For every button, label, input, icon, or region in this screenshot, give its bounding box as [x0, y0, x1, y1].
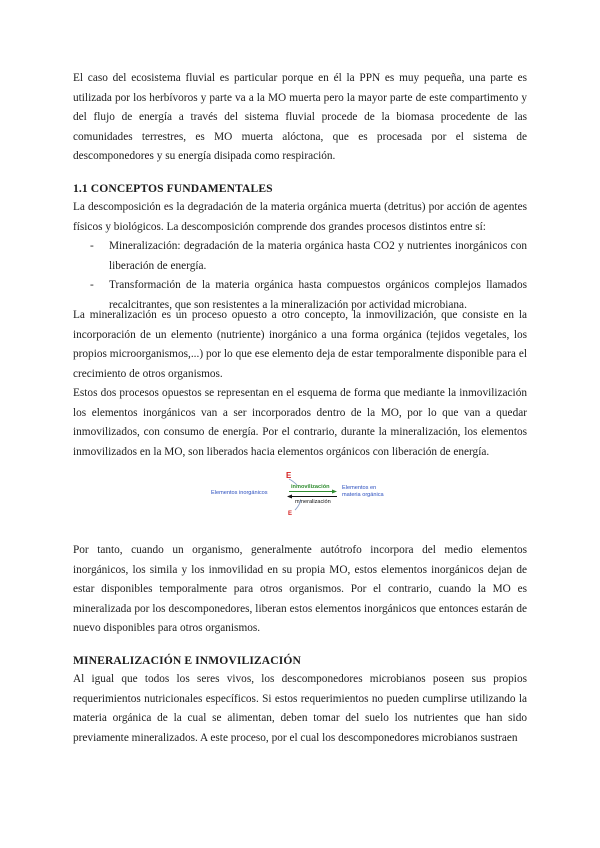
paragraph-mineralizacion: La mineralización es un proceso opuesto a otro concepto, la inmovilización, que consiste en la incorporación de un elemento (nutriente) inorgánico a una forma orgánica (tejidos vegetales, los propios microorganismos,...) por lo que ese elemento deja de estar temporalmente disponible para el crecimiento de otros organismos. [73, 309, 527, 380]
paragraph-ecosistema-fluvial: El caso del ecosistema fluvial es particular porque en él la PPN es muy pequeña, una parte es utilizada por los herbívoros y parte va a la MO muerta pero la mayor parte de este compartimento y del flujo de energía a través del sistema fluvial procede de la biomasa procedente de las comunidades terrestres, es MO muerta alóctona, que es procesada por el sistema de descomponedores y su energía disipada como respiración. [73, 72, 527, 162]
diagram-left-label: Elementos inorgánicos [211, 490, 268, 496]
paragraph-descomponedores: Al igual que todos los seres vivos, los descomponedores microbianos poseen sus propios requerimientos nutricionales específicos. Si estos requerimientos no pueden cumplirse utilizando la materia orgánica de la cual se alimentan, deben tomar del suelo los nutrientes que han sido previamente mineralizados. A este proceso, por el cual los descomponedores microbianos sustraen [73, 673, 527, 744]
section-heading-conceptos: 1.1 CONCEPTOS FUNDAMENTALES [73, 182, 273, 195]
list-item [73, 237, 527, 276]
diagram-top-label: inmovilización [291, 484, 330, 490]
section-heading-mineralizacion: MINERALIZACIÓN E INMOVILIZACIÓN [73, 654, 301, 667]
list-item-text: Transformación de la materia orgánica hasta compuestos orgánicos complejos llamados recalcitrantes, que son resistentes a la mineralización por actividad microbiana. [109, 279, 527, 311]
paragraph-descomposicion: La descomposición es la degradación de la materia orgánica muerta (detritus) por acción de agentes físicos y biológicos. La descomposición comprende dos grandes procesos distintos entre sí: [73, 201, 527, 233]
energy-top-label: E [286, 471, 292, 480]
list-dash: - [90, 240, 94, 252]
immobilization-mineralization-diagram [205, 462, 405, 522]
diagram-right-label-2: materia orgánica [342, 492, 384, 498]
diagram-right-label-1: Elementos en [342, 485, 377, 491]
list-item-text: Mineralización: degradación de la materia orgánica hasta CO2 y nutrientes inorgánicos con liberación de energía. [109, 240, 527, 272]
paragraph-por-tanto: Por tanto, cuando un organismo, generalmente autótrofo incorpora del medio elementos inorgánicos, los simila y los inmovilidad en su propia MO, estos elementos inorgánicos dejan de estar disponibles temporalmente para otros organismos. Por el contrario, cuando la MO es mineralizada por los descomponedores, liberan estos elementos inorgánicos que entonces estarán de nuevo disponibles para otros organismos. [73, 544, 527, 634]
list-dash: - [90, 279, 94, 291]
process-list [73, 237, 527, 315]
energy-bottom-label: E [288, 511, 293, 517]
diagram-bottom-label: mineralización [295, 499, 331, 505]
paragraph-procesos-opuestos: Estos dos procesos opuestos se representan en el esquema de forma que mediante la inmovilización los elementos inorgánicos van a ser incorporados dentro de la MO, por lo que van a quedar inmovilizados, con consumo de energía. Por el contrario, durante la mineralización, los elementos inmovilizados en la MO, son liberados hacia elementos orgánicos con liberación de energía. [73, 387, 527, 458]
immobilization-arrowhead [332, 490, 337, 494]
mineralization-arrowhead [287, 495, 292, 499]
